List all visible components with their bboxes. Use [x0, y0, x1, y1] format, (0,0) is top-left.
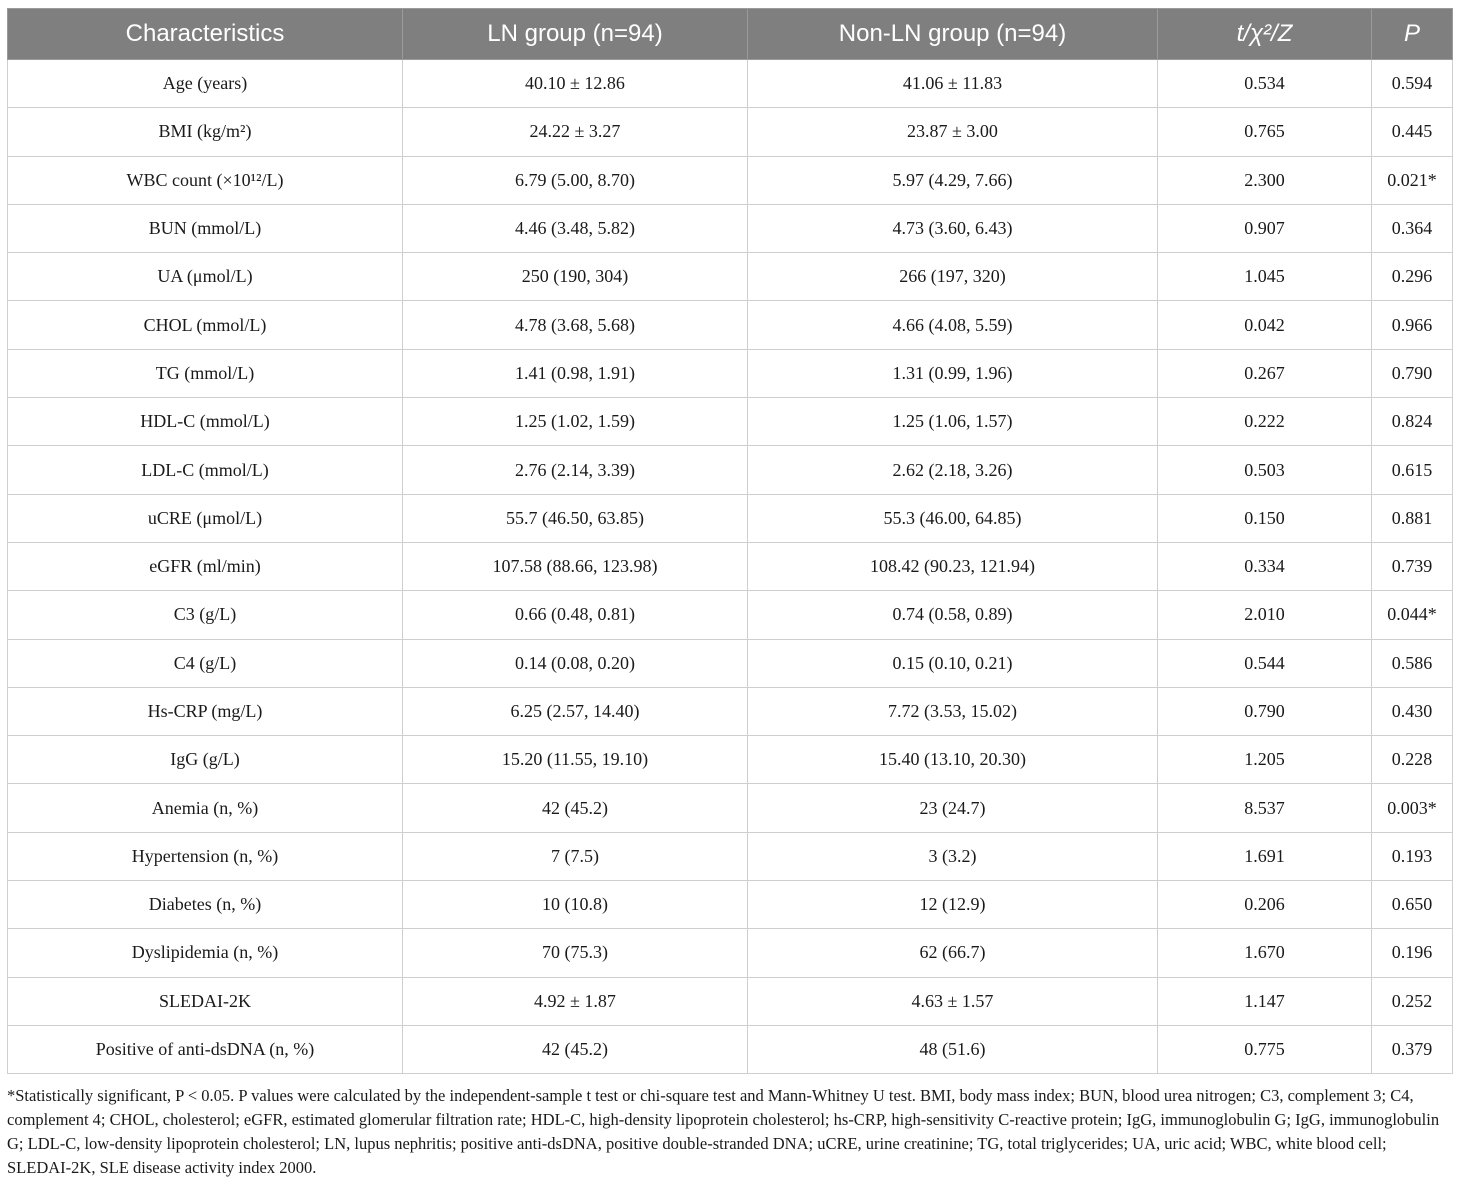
cell-characteristic: C4 (g/L) [8, 639, 403, 687]
cell-characteristic: Positive of anti-dsDNA (n, %) [8, 1025, 403, 1073]
cell-ln-group: 6.25 (2.57, 14.40) [403, 687, 748, 735]
table-row [8, 446, 1453, 494]
header-row [8, 9, 1453, 60]
cell-ln-group: 10 (10.8) [403, 881, 748, 929]
header-ln-group: LN group (n=94) [403, 9, 748, 60]
cell-non-ln-group: 62 (66.7) [748, 929, 1158, 977]
cell-test-statistic: 0.503 [1158, 446, 1372, 494]
cell-ln-group: 4.92 ± 1.87 [403, 977, 748, 1025]
header-characteristics: Characteristics [8, 9, 403, 60]
cell-ln-group: 0.14 (0.08, 0.20) [403, 639, 748, 687]
cell-characteristic: CHOL (mmol/L) [8, 301, 403, 349]
cell-test-statistic: 2.300 [1158, 156, 1372, 204]
cell-ln-group: 1.41 (0.98, 1.91) [403, 349, 748, 397]
cell-ln-group: 6.79 (5.00, 8.70) [403, 156, 748, 204]
cell-non-ln-group: 4.66 (4.08, 5.59) [748, 301, 1158, 349]
cell-ln-group: 250 (190, 304) [403, 253, 748, 301]
cell-test-statistic: 0.534 [1158, 60, 1372, 108]
cell-ln-group: 15.20 (11.55, 19.10) [403, 736, 748, 784]
table-row [8, 301, 1453, 349]
cell-non-ln-group: 55.3 (46.00, 64.85) [748, 494, 1158, 542]
header-non-ln-group: Non-LN group (n=94) [748, 9, 1158, 60]
cell-p-value: 0.430 [1372, 687, 1453, 735]
cell-non-ln-group: 41.06 ± 11.83 [748, 60, 1158, 108]
table-row [8, 639, 1453, 687]
cell-characteristic: WBC count (×10¹²/L) [8, 156, 403, 204]
cell-characteristic: Diabetes (n, %) [8, 881, 403, 929]
table-row [8, 1025, 1453, 1073]
cell-non-ln-group: 5.97 (4.29, 7.66) [748, 156, 1158, 204]
cell-test-statistic: 1.691 [1158, 832, 1372, 880]
cell-p-value: 0.445 [1372, 108, 1453, 156]
cell-test-statistic: 1.670 [1158, 929, 1372, 977]
table-row [8, 108, 1453, 156]
cell-characteristic: eGFR (ml/min) [8, 542, 403, 590]
characteristics-table [7, 8, 1453, 1074]
cell-characteristic: UA (μmol/L) [8, 253, 403, 301]
table-footnote: *Statistically significant, P < 0.05. P values were calculated by the independent-sample t test or chi-square test and Mann-Whitney U test. BMI, body mass index; BUN, blood urea nitrogen; C3, complement 3; C4, complement 4; CHOL, cholesterol; eGFR, estimated glomerular filtration rate; HDL-C, high-density lipoprotein cholesterol; hs-CRP, high-sensitivity C-reactive protein; IgG, immunoglobulin G; IgG, immunoglobulin G; LDL-C, low-density lipoprotein cholesterol; LN, lupus nephritis; positive anti-dsDNA, positive double-stranded DNA; uCRE, urine creatinine; TG, total triglycerides; UA, uric acid; WBC, white blood cell; SLEDAI-2K, SLE disease activity index 2000. [7, 1086, 1440, 1178]
cell-p-value: 0.824 [1372, 398, 1453, 446]
cell-non-ln-group: 1.25 (1.06, 1.57) [748, 398, 1158, 446]
table-row [8, 929, 1453, 977]
cell-non-ln-group: 15.40 (13.10, 20.30) [748, 736, 1158, 784]
cell-test-statistic: 0.042 [1158, 301, 1372, 349]
cell-p-value: 0.003* [1372, 784, 1453, 832]
cell-test-statistic: 2.010 [1158, 591, 1372, 639]
cell-test-statistic: 0.907 [1158, 204, 1372, 252]
cell-p-value: 0.364 [1372, 204, 1453, 252]
table-body [8, 60, 1453, 1074]
cell-characteristic: SLEDAI-2K [8, 977, 403, 1025]
cell-test-statistic: 0.334 [1158, 542, 1372, 590]
table-header [8, 9, 1453, 60]
cell-p-value: 0.196 [1372, 929, 1453, 977]
cell-ln-group: 55.7 (46.50, 63.85) [403, 494, 748, 542]
cell-test-statistic: 1.147 [1158, 977, 1372, 1025]
cell-test-statistic: 0.267 [1158, 349, 1372, 397]
cell-characteristic: Anemia (n, %) [8, 784, 403, 832]
cell-test-statistic: 1.205 [1158, 736, 1372, 784]
cell-test-statistic: 0.775 [1158, 1025, 1372, 1073]
table-row [8, 60, 1453, 108]
cell-p-value: 0.228 [1372, 736, 1453, 784]
cell-characteristic: TG (mmol/L) [8, 349, 403, 397]
table-row [8, 349, 1453, 397]
cell-p-value: 0.966 [1372, 301, 1453, 349]
table-row [8, 977, 1453, 1025]
table-row [8, 156, 1453, 204]
table-row [8, 204, 1453, 252]
document [7, 8, 1452, 1180]
cell-test-statistic: 1.045 [1158, 253, 1372, 301]
cell-ln-group: 0.66 (0.48, 0.81) [403, 591, 748, 639]
cell-ln-group: 4.78 (3.68, 5.68) [403, 301, 748, 349]
cell-test-statistic: 0.765 [1158, 108, 1372, 156]
cell-characteristic: C3 (g/L) [8, 591, 403, 639]
cell-ln-group: 24.22 ± 3.27 [403, 108, 748, 156]
table-row [8, 591, 1453, 639]
table-row [8, 881, 1453, 929]
cell-ln-group: 42 (45.2) [403, 1025, 748, 1073]
cell-test-statistic: 0.790 [1158, 687, 1372, 735]
cell-non-ln-group: 1.31 (0.99, 1.96) [748, 349, 1158, 397]
cell-non-ln-group: 0.15 (0.10, 0.21) [748, 639, 1158, 687]
cell-p-value: 0.594 [1372, 60, 1453, 108]
cell-ln-group: 7 (7.5) [403, 832, 748, 880]
table-row [8, 398, 1453, 446]
cell-non-ln-group: 2.62 (2.18, 3.26) [748, 446, 1158, 494]
cell-test-statistic: 0.544 [1158, 639, 1372, 687]
cell-characteristic: IgG (g/L) [8, 736, 403, 784]
cell-p-value: 0.586 [1372, 639, 1453, 687]
cell-p-value: 0.650 [1372, 881, 1453, 929]
cell-ln-group: 42 (45.2) [403, 784, 748, 832]
cell-non-ln-group: 4.63 ± 1.57 [748, 977, 1158, 1025]
cell-non-ln-group: 23.87 ± 3.00 [748, 108, 1158, 156]
cell-non-ln-group: 108.42 (90.23, 121.94) [748, 542, 1158, 590]
cell-non-ln-group: 23 (24.7) [748, 784, 1158, 832]
cell-p-value: 0.615 [1372, 446, 1453, 494]
cell-ln-group: 70 (75.3) [403, 929, 748, 977]
cell-non-ln-group: 4.73 (3.60, 6.43) [748, 204, 1158, 252]
cell-characteristic: Age (years) [8, 60, 403, 108]
cell-ln-group: 107.58 (88.66, 123.98) [403, 542, 748, 590]
cell-p-value: 0.193 [1372, 832, 1453, 880]
cell-ln-group: 2.76 (2.14, 3.39) [403, 446, 748, 494]
cell-ln-group: 1.25 (1.02, 1.59) [403, 398, 748, 446]
cell-p-value: 0.379 [1372, 1025, 1453, 1073]
cell-p-value: 0.881 [1372, 494, 1453, 542]
table-row [8, 687, 1453, 735]
cell-p-value: 0.044* [1372, 591, 1453, 639]
table-row [8, 542, 1453, 590]
cell-p-value: 0.252 [1372, 977, 1453, 1025]
cell-p-value: 0.296 [1372, 253, 1453, 301]
table-row [8, 253, 1453, 301]
cell-characteristic: Hypertension (n, %) [8, 832, 403, 880]
cell-non-ln-group: 12 (12.9) [748, 881, 1158, 929]
table-row [8, 494, 1453, 542]
header-test-statistic: t/χ²/Z [1158, 9, 1372, 60]
table-row [8, 784, 1453, 832]
table-row [8, 736, 1453, 784]
cell-characteristic: BMI (kg/m²) [8, 108, 403, 156]
cell-characteristic: Dyslipidemia (n, %) [8, 929, 403, 977]
cell-test-statistic: 8.537 [1158, 784, 1372, 832]
cell-non-ln-group: 266 (197, 320) [748, 253, 1158, 301]
cell-test-statistic: 0.206 [1158, 881, 1372, 929]
cell-characteristic: BUN (mmol/L) [8, 204, 403, 252]
cell-characteristic: uCRE (μmol/L) [8, 494, 403, 542]
cell-non-ln-group: 48 (51.6) [748, 1025, 1158, 1073]
cell-characteristic: Hs-CRP (mg/L) [8, 687, 403, 735]
cell-non-ln-group: 0.74 (0.58, 0.89) [748, 591, 1158, 639]
cell-p-value: 0.021* [1372, 156, 1453, 204]
cell-characteristic: HDL-C (mmol/L) [8, 398, 403, 446]
cell-non-ln-group: 7.72 (3.53, 15.02) [748, 687, 1158, 735]
cell-characteristic: LDL-C (mmol/L) [8, 446, 403, 494]
cell-test-statistic: 0.222 [1158, 398, 1372, 446]
cell-p-value: 0.790 [1372, 349, 1453, 397]
cell-p-value: 0.739 [1372, 542, 1453, 590]
cell-ln-group: 40.10 ± 12.86 [403, 60, 748, 108]
cell-test-statistic: 0.150 [1158, 494, 1372, 542]
header-p-value: P [1372, 9, 1453, 60]
cell-ln-group: 4.46 (3.48, 5.82) [403, 204, 748, 252]
table-row [8, 832, 1453, 880]
cell-non-ln-group: 3 (3.2) [748, 832, 1158, 880]
